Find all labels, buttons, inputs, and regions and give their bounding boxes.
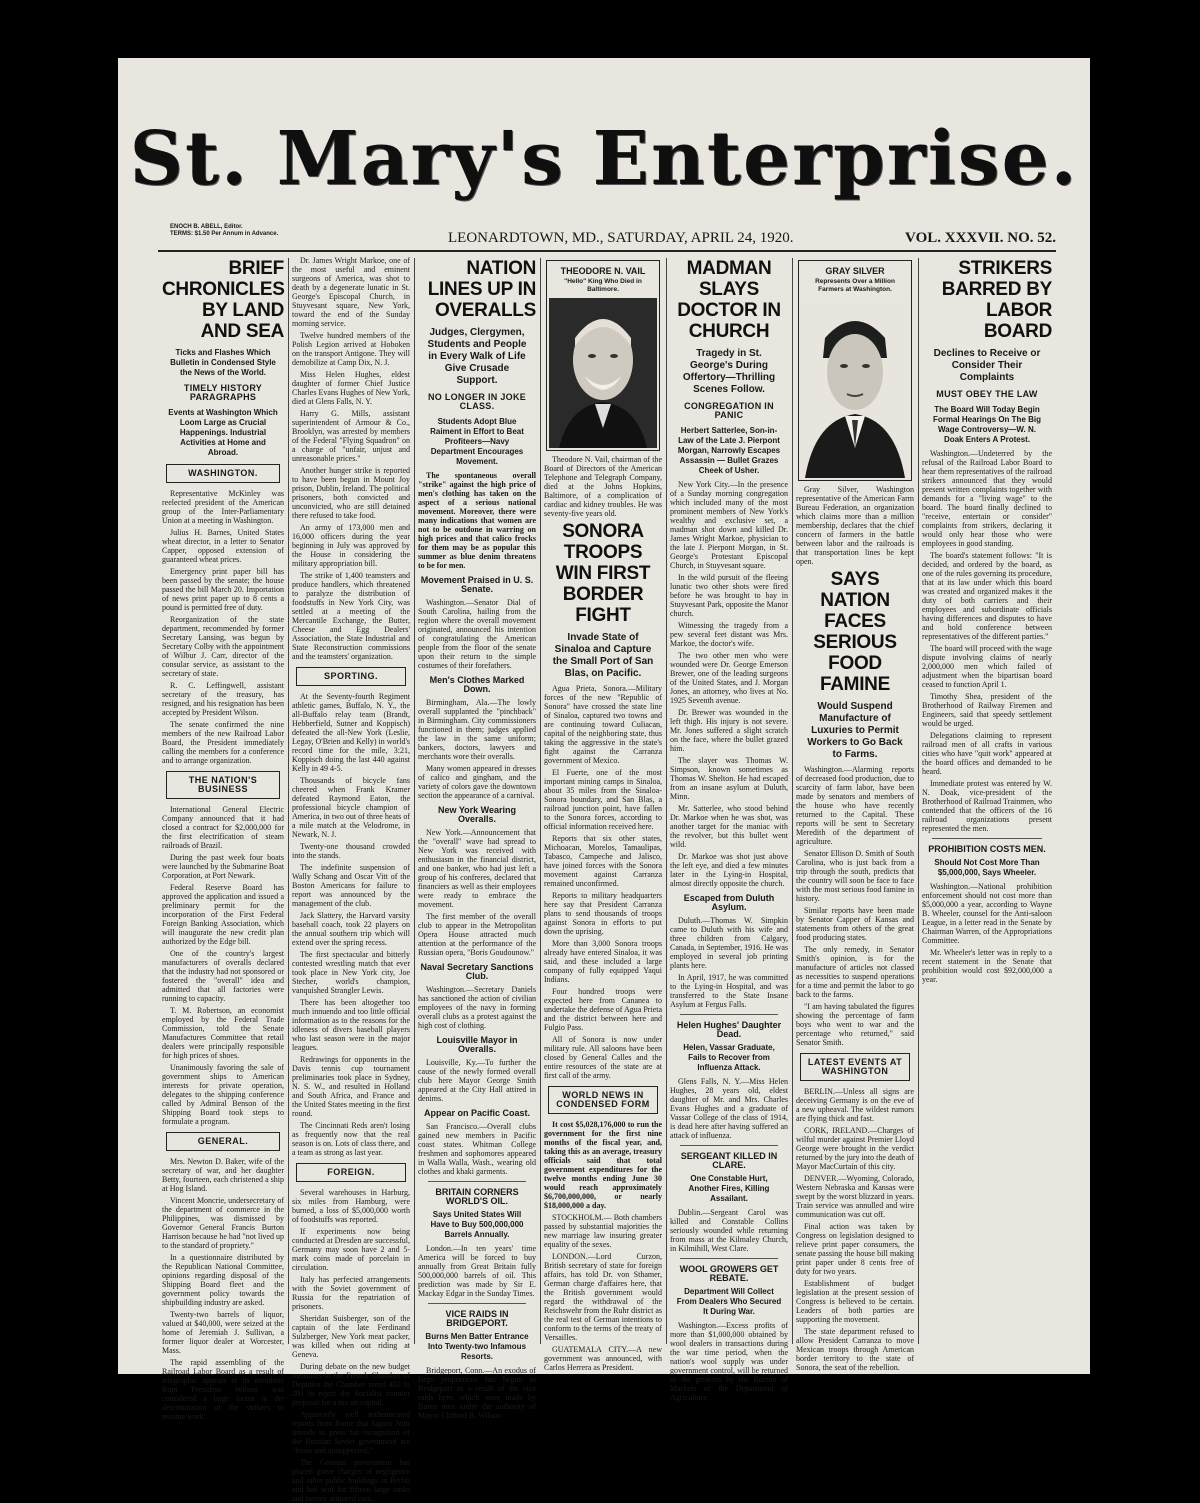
subheadline: Judges, Clergymen, Students and People in Every Walk of Life Give Crusade Support. bbox=[427, 327, 527, 386]
article-paragraph: Glens Falls, N. Y.—Miss Helen Hughes, 28 years old, eldest daughter of Mr. and Mrs. Charles Evans Hughes and a graduate of Vassar College of the class of 1914, is dead here after having suffered an attack of influenza. bbox=[670, 1077, 788, 1140]
article-paragraph: Italy has perfected arrangements with the Soviet government of Russia for the repatriation of prisoners. bbox=[292, 1275, 410, 1311]
article-paragraph: Representative McKinley was reelected president of the American group of the Inter-Parliamentary Union at a meeting in Washington. bbox=[162, 489, 284, 525]
article-paragraph: Duluth.—Thomas W. Simpkin came to Duluth with his wife and three children from Calgary, Canada, in September, 1916. He was employed in several job printing plants here. bbox=[670, 916, 788, 970]
article-paragraph: The slayer was Thomas W. Simpson, known sometimes as Thomas W. Shelton. He had escaped from an insane asylum at Duluth, Minn. bbox=[670, 756, 788, 801]
article-paragraph: Vincent Moncrie, undersecretary of the department of commerce in the Philippines, was dismissed by Governor General Francis Burton Harrison because he had "not lived up to the standard of propriety." bbox=[162, 1196, 284, 1250]
article-paragraph: Thousands of bicycle fans cheered when Frank Kramer defeated Raymond Eaton, the professional bicycle champion of America, in two out of three heats of a mile match at the Velodrome, in Newark, N. J. bbox=[292, 776, 410, 839]
portrait-subcaption: "Hello" King Who Died in Baltimore. bbox=[564, 278, 642, 293]
headline-food-famine: SAYS NATION FACES SERIOUS FOOD FAMINE bbox=[813, 569, 897, 695]
section-world-news: WORLD NEWS IN CONDENSED FORM bbox=[548, 1086, 658, 1114]
photo-caption: Gray Silver, Washington representative of the American Farm Bureau Federation, an organization which claims more than a million membership, declares that the chief concern of farmers in the battle between labor and the railroads is that transportation lines be kept open. bbox=[796, 485, 914, 566]
column-divider bbox=[792, 258, 793, 1344]
article-paragraph: One of the country's largest manufacturers of overalls declared that the industry had not sponsored or fostered the "overall" idea and admitted that all factories were running to capacity. bbox=[162, 949, 284, 1003]
article-paragraph: Emergency print paper bill has been passed by the senate; the house passed the bill March 20. Importation of news print paper up to 8 cents a pound is permitted free of duty. bbox=[162, 567, 284, 612]
section-heading: Louisville Mayor in Overalls. bbox=[436, 1035, 518, 1054]
article-paragraph: Bridgeport, Conn.—An exodus of large proportions has begun in Bridgeport as a result of the vice raids here, which were made by Burns men under the authority of Mayor Clifford B. Wilson. bbox=[418, 1366, 536, 1420]
headline-strikers-barred: STRIKERS BARRED BY LABOR BOARD bbox=[941, 258, 1052, 342]
column-divider bbox=[918, 258, 919, 1344]
article-paragraph: Julius H. Barnes, United States wheat director, in a letter to Senator Capper, opposed extension of guaranteed wheat prices. bbox=[162, 528, 284, 564]
article-paragraph: In April, 1917, he was committed to the Lying-in Hospital, and was transferred to the State Insane Asylum at Fergus Falls. bbox=[670, 973, 788, 1009]
article-paragraph: Unanimously favoring the sale of government ships to American interests for private operation, delegates to the shipping conference called by Admiral Benson of the Shipping Board took steps to formulate a program. bbox=[162, 1063, 284, 1126]
section-heading: VICE RAIDS IN BRIDGEPORT. bbox=[445, 1309, 509, 1328]
portrait-box-silver bbox=[798, 260, 912, 481]
article-paragraph: Washington.—Secretary Daniels has sanctioned the action of civilian employees of the navy in forming overall clubs as a protest against the high cost of clothing. bbox=[418, 985, 536, 1030]
masthead-rule bbox=[158, 250, 1056, 252]
column-6 bbox=[796, 256, 914, 1372]
article-paragraph: The rapid assembling of the Railroad Labor Board as a result of telegraphic appeals to its members from President Wilson was considered a large factor in the determination of the strikers to resume work. bbox=[162, 1358, 284, 1421]
subheadline: Should Not Cost More Than $5,000,000, Says Wheeler. bbox=[934, 858, 1040, 877]
article-paragraph: All of Sonora is now under military rule. All saloons have been closed by General Calles and the entire resources of the state are at first call of the army. bbox=[544, 1035, 662, 1080]
section-heading: New York Wearing Overalls. bbox=[437, 805, 517, 824]
newspaper-page bbox=[118, 58, 1090, 1503]
editor-name: ENOCH B. ABELL, Editor. bbox=[170, 224, 243, 230]
article-paragraph: LONDON.—Lord Curzon, British secretary of state for foreign affairs, has told Dr. von Sthamer, German charge d'affaires here, that the British government would regard the withdrawal of the Reichswehr from the Ruhr district as the real test of German intentions to conform to the terms of the treaty of Versailles. bbox=[544, 1252, 662, 1342]
article-paragraph: Louisville, Ky.—To further the cause of the newly formed overall club here Mayor George Smith appeared at the City Hall attired in denims. bbox=[418, 1058, 536, 1103]
column-divider bbox=[666, 258, 667, 1344]
article-paragraph: Mr. Satterlee, who stood behind Dr. Markoe when he was shot, was another target for the maniac with the revolver, but this bullet went wild. bbox=[670, 804, 788, 849]
portrait-box-vail bbox=[546, 260, 660, 451]
article-paragraph: Four hundred troops were expected here from Cananea to undertake the defense of Agua Prieta and the district between here and Fulgio Pass. bbox=[544, 987, 662, 1032]
article-paragraph: The two other men who were wounded were Dr. George Emerson Brewer, one of the leading surgeons of the United States, and J. Morgan Jones, an attorney, who lives at No. 1925 Seventh avenue. bbox=[670, 651, 788, 705]
subheadline-caps: TIMELY HISTORY PARAGRAPHS bbox=[183, 383, 263, 402]
article-paragraph: Dr. Markoe was shot just above the left eye, and died a few minutes later in the Lying-in Hospital, almost directly opposite the church. bbox=[670, 852, 788, 888]
article-paragraph: In the wild pursuit of the fleeing lunatic two other shots were fired before he was brought to bay in Stuyvesant Park, opposite the Manor church. bbox=[670, 573, 788, 618]
article-paragraph: Jack Slattery, the Harvard varsity baseball coach, took 22 players on the annual southern trip which will extend over the spring recess. bbox=[292, 911, 410, 947]
article-paragraph: Agua Prieta, Sonora.—Military forces of the new "Republic of Sonora" have crossed the state line of Sinaloa, captured two towns and are continuing toward Culiacan, capital of the neighboring state, thus taking the aggressive in the state's fight against the Carranza government of Mexico. bbox=[544, 684, 662, 765]
article-paragraph: El Fuerte, one of the most important mining camps in Sinaloa, about 35 miles from the Sinaloa-Sonora boundary, and San Blas, a railroad junction point, have fallen to the Sonora forces, according to official information received here. bbox=[544, 768, 662, 831]
article-paragraph: Washington.—Excess profits of more than $1,000,000 obtained by wool dealers in transactions during the war time period, when the nation's wool supply was under government control, will be returned to the growers by the Bureau of Markets of the Department of Agriculture. bbox=[670, 1321, 788, 1402]
article-paragraph: New York.—Announcement that the "overall" wave had spread to New York was received with enthusiasm in the financial district, and one banker, who had just left a group of his confreres, declared that financiers as well as their employees were ready to embrace the movement. bbox=[418, 828, 536, 909]
section-heading: Movement Praised in U. S. Senate. bbox=[420, 575, 534, 594]
article-paragraph: Twenty-two barrels of liquor, valued at $40,000, were seized at the home of Jeremiah J. Sullivan, a former liquor dealer at Worcester, Mass. bbox=[162, 1310, 284, 1355]
article-paragraph: The state department refused to allow President Carranza to move Mexican troops through American border territory to the state of Sonora, the seat of the rebellion. bbox=[796, 1327, 914, 1372]
subheadline-caps: NO LONGER IN JOKE CLASS. bbox=[427, 392, 527, 411]
subheadline: Herbert Satterlee, Son-in-Law of the Late J. Pierpont Morgan, Narrowly Escapes Assassin — Bullet Grazes Cheek of Usher. bbox=[677, 426, 781, 475]
column-1 bbox=[162, 256, 285, 1421]
subheadline: Says United States Will Have to Buy 500,000,000 Barrels Annually. bbox=[430, 1210, 524, 1239]
column-divider bbox=[288, 258, 289, 1344]
article-paragraph: R. C. Leffingwell, assistant secretary of the treasury, has resigned, and his resignation has been accepted by President Wilson. bbox=[162, 681, 284, 717]
section-heading: Appear on Pacific Coast. bbox=[423, 1108, 531, 1118]
article-paragraph: New York City.—In the presence of a Sunday morning congregation which included many of the most prominent members of New York's wealthy and exclusive set, a madman shot down and killed Dr. James Wright Markoe, physician to the late J. Pierpont Morgan, in St. George's Protestant Episcopal Church, in Stuyvesant square. bbox=[670, 480, 788, 570]
article-lead: The spontaneous overall "strike" against the high price of men's clothing has taken on the aspect of a serious national movement. Moreover, there were many indications that women are not to be outdone in warring on high prices and that calico frocks for them may be as popular this summer as blue denim threatens to be for men. bbox=[418, 471, 536, 570]
column-5 bbox=[670, 256, 788, 1402]
section-general: GENERAL. bbox=[166, 1132, 280, 1151]
article-paragraph: The board's statement follows: "It is decided, and ordered by the board, as one of the rules governing its procedure, that at its law under which this board was created and organized makes it the duty of both carriers and their employees and subordinate officials having differences and disputes to have and hold conference between representatives of the different parties." bbox=[922, 551, 1052, 641]
article-paragraph: In a questionnaire distributed by the Republican National Committee, opinions regarding disposal of the Shipping Board fleet and the government policy towards the shipbuilding industry are asked. bbox=[162, 1253, 284, 1307]
subheadline: Invade State of Sinaloa and Capture the Small Port of San Blas, on Pacific. bbox=[552, 632, 654, 679]
article-paragraph: Timothy Shea, president of the Brotherhood of Railway Firemen and Engineers, said that speedy settlement would be urged. bbox=[922, 692, 1052, 728]
article-paragraph: The board will proceed with the wage dispute involving claims of nearly 2,000,000 men which failed of adjustment when the bipartisan board ceased to function April 1. bbox=[922, 644, 1052, 689]
section-heading: Escaped from Duluth Asylum. bbox=[683, 893, 775, 912]
subheadline: Helen, Vassar Graduate, Fails to Recover from Influenza Attack. bbox=[683, 1043, 775, 1072]
article-paragraph: Establishment of budget legislation at the present session of Congress is believed to be certain. Leaders of both parties are supporting the movement. bbox=[796, 1279, 914, 1324]
article-paragraph: Sheridan Suisberger, son of the captain of the late Ferdinand Sulzberger, New York meat packer, was killed when out riding at Geneva. bbox=[292, 1314, 410, 1359]
subheadline: The Board Will Today Begin Formal Hearings On The Big Wage Controversy—W. N. Doak Enters A Protest. bbox=[932, 405, 1041, 444]
article-paragraph: Mrs. Newton D. Baker, wife of the secretary of war, and her daughter Betty, fourteen, each christened a ship at Hog Island. bbox=[162, 1157, 284, 1193]
article-paragraph: Miss Helen Hughes, eldest daughter of former Chief Justice Charles Evans Hughes of New York, died at Glens Falls, N. Y. bbox=[292, 370, 410, 406]
section-heading: WOOL GROWERS GET REBATE. bbox=[679, 1264, 779, 1283]
article-paragraph: The senate confirmed the nine members of the new Railroad Labor Board, the President immediately calling the members for a conference and to arrange organization. bbox=[162, 720, 284, 765]
article-paragraph: Washington.—Undeterred by the refusal of the Railroad Labor Board to hear them representatives of the railroad strikers announced that they would present written complaints together with demands for a "living wage" to the board. The board finally declined to "receive, entertain or consider" complaints from strikers, declaring it would only hear those who were employees in good standing. bbox=[922, 449, 1052, 548]
article-paragraph: Washington.—Alarming reports of decreased food production, due to scarcity of farm labor, have been made by senators and members of the house who have recently returned to the Capital. These reports will be sent to Secretary Meredith of the department of agriculture. bbox=[796, 765, 914, 846]
subheadline: Ticks and Flashes Which Bulletin in Condensed Style the News of the World. bbox=[170, 348, 276, 377]
subheadline: Would Suspend Manufacture of Luxuries to Permit Workers to Go Back to Farms. bbox=[807, 701, 903, 760]
section-heading: Helen Hughes' Daughter Dead. bbox=[676, 1020, 782, 1039]
column-divider bbox=[540, 258, 541, 1344]
article-paragraph: An army of 173,000 men and 16,000 officers during the year beginning in July was approved by the House in considering the military appropriation bill. bbox=[292, 523, 410, 568]
newspaper-title: St. Mary's Enterprise. bbox=[129, 116, 1079, 202]
divider bbox=[680, 1014, 778, 1015]
article-paragraph: DENVER.—Wyoming, Colorado, Western Nebraska and Kansas were swept by the worst blizzard in years. Train service was annulled and wire communication was cut off. bbox=[796, 1174, 914, 1219]
article-paragraph: London.—In ten years' time America will be forced to buy annually from Great Britain fully 500,000,000 barrels of oil. This prediction was made by Sir E. Mackay Edgar in the Sunday Times. bbox=[418, 1244, 536, 1298]
article-paragraph: Birmingham, Ala.—The lowly overall supplanted the "pinchback" in Birmingham. City commissioners functioned in them; judges applied the law in the same uniform; bankers, doctors, lawyers and merchants wore their overalls. bbox=[418, 698, 536, 761]
article-paragraph: Immediate protest was entered by W. N. Doak, vice-president of the Brotherhood of Railroad Trainmen, who contended that the officers of the 16 railroad organizations present represented the men. bbox=[922, 779, 1052, 833]
article-paragraph: Redrawings for opponents in the Davis tennis cup tournament preliminaries took place in Sydney, N. S. W., and resulted in Holland and South Africa, and France and the United States meeting in the first round. bbox=[292, 1055, 410, 1118]
subheadline-caps: CONGREGATION IN PANIC bbox=[684, 401, 774, 420]
headline-madman-slays: MADMAN SLAYS DOCTOR IN CHURCH bbox=[677, 258, 781, 342]
divider bbox=[680, 1258, 778, 1259]
article-paragraph: Many women appeared in dresses of calico and gingham, and the variety of colors gave the downtown section the appearance of a carnival. bbox=[418, 764, 536, 800]
divider bbox=[932, 838, 1042, 839]
article-paragraph: The Cincinnati Reds aren't losing as frequently now that the real season is on. Lots of class there, and a team as strong as last year. bbox=[292, 1121, 410, 1157]
section-washington: WASHINGTON. bbox=[166, 464, 280, 483]
subheadline: Declines to Receive or Consider Their Complaints bbox=[933, 348, 1041, 383]
article-paragraph: Witnessing the tragedy from a pew several feet distant was Mrs. Markoe, the doctor's wife. bbox=[670, 621, 788, 648]
article-paragraph: There has been altogether too much innuendo and too little official information as to the reasons for the idleness of divers baseball players who last season were in the major leagues. bbox=[292, 998, 410, 1052]
article-paragraph: Federal Reserve Board has approved the application and issued a preliminary permit for the incorporation of the First Federal Foreign Banking Association, which will inaugurate the new credit plan authorized by the Edge bill. bbox=[162, 883, 284, 946]
article-paragraph: Similar reports have been made by Senator Capper of Kansas and statements from others of the great food producing states. bbox=[796, 906, 914, 942]
article-paragraph: If experiments now being conducted at Dresden are successful, Germany may soon have 2 and 5-mark coins made of porcelain in circulation. bbox=[292, 1227, 410, 1272]
article-paragraph: Apparently well authenticated reports from Rome that Signor Nitti intends to press for recognition of the Russian Soviet government are "loose and unsupported." bbox=[292, 1410, 410, 1455]
headline-brief-chronicles: BRIEF CHRONICLES BY LAND AND SEA bbox=[162, 258, 285, 342]
article-paragraph: Mr. Wheeler's letter was in reply to a recent statement in the Senate that prohibition would cost $92,000,000 a year. bbox=[922, 948, 1052, 984]
portrait-subcaption: Represents Over a Million Farmers at Washington. bbox=[815, 278, 895, 293]
section-heading: PROHIBITION COSTS MEN. bbox=[928, 844, 1046, 854]
section-nations-business: THE NATION'S BUSINESS bbox=[166, 771, 280, 799]
dateline bbox=[118, 230, 1090, 250]
column-2 bbox=[292, 256, 410, 1503]
article-paragraph: Twelve hundred members of the Polish Legion arrived at Hoboken on the transport Antigone. They will demobilize at Camp Dix, N. J. bbox=[292, 331, 410, 367]
subheadline: Tragedy in St. George's During Offertory—Thrilling Scenes Follow. bbox=[682, 348, 776, 395]
subheadline: Burns Men Batter Entrance Into Twenty-two Infamous Resorts. bbox=[425, 1332, 529, 1361]
article-paragraph: It cost $5,028,176,000 to run the government for the first nine months of the fiscal year, and, taking this as an average, treasury officials said that total government expenditures for the twelve months ending June 30 would reach approximately $6,700,000,000, or nearly $18,000,000 a day. bbox=[544, 1120, 662, 1210]
article-paragraph: "I am having tabulated the figures showing the percentage of farm boys who went to war and the percentage who returned," said Senator Smith. bbox=[796, 1002, 914, 1047]
portrait-label: GRAY SILVER bbox=[825, 266, 885, 276]
article-paragraph: At the Seventy-fourth Regiment athletic games, Buffalo, N. Y., the all-Buffalo relay team (Brandt, Hebberfield, Sutner and Koppisch) defeated the all-New York (Leslie, Legay, O'Brien and Kelly) in world's record time for the mile, 3:21, Koppisch doing the last 440 against Kelly in 49 4-5. bbox=[292, 692, 410, 773]
article-paragraph: Dr. Brewer was wounded in the left thigh. His injury is not severe. Mr. Jones suffered a slight scratch on the face, where the bullet grazed him. bbox=[670, 708, 788, 753]
portrait-photo-vail bbox=[549, 298, 657, 448]
divider bbox=[680, 1145, 778, 1146]
article-paragraph: Washington.—Senator Dial of South Carolina, hailing from the region where the overall movement originated, announced his intention of congratulating the American people from the floor of the senate upon their return to the simple costumes of their forefathers. bbox=[418, 598, 536, 670]
article-paragraph: Washington.—National prohibition enforcement should not cost more than $5,000,000 a year, according to Wayne B. Wheeler, counsel for the Anti-saloon League, in a letter read in the Senate by Chairman Warren, of the Appropriations Committee. bbox=[922, 882, 1052, 945]
article-paragraph: The first spectacular and bitterly contested wrestling match that ever took place in New York city, Joe Stecher, world's champion, vanquished Strangler Lewis. bbox=[292, 950, 410, 995]
article-paragraph: CORK, IRELAND.—Charges of wilful murder against Premier Lloyd George were brought in the verdict returned by the jury into the death of Mayor MacCurtain of this city. bbox=[796, 1126, 914, 1171]
volume-number: VOL. XXXVII. NO. 52. bbox=[905, 230, 1056, 246]
section-heading: SERGEANT KILLED IN CLARE. bbox=[680, 1151, 778, 1170]
divider bbox=[428, 1181, 526, 1182]
article-paragraph: San Francisco.—Overall clubs gained new members in Pacific coast states. Whitman College freshmen and sophomores appeared in Walla Walla, Wash., wearing old clothes and khaki garments. bbox=[418, 1122, 536, 1176]
article-paragraph: BERLIN.—Unless all signs are deceiving Germany is on the eve of a new upheaval. The wildest rumors are flying thick and fast. bbox=[796, 1087, 914, 1123]
article-paragraph: During the past week four boats were launched by the Submarine Boat Corporation, at Port Newark. bbox=[162, 853, 284, 880]
article-paragraph: Reports that six other states, Michoacan, Morelos, Tamaulipas, Tabasco, Campeche and Jalisco, have joined forces with the Sonora movement against Carranza remained unconfirmed. bbox=[544, 834, 662, 888]
article-paragraph: The first member of the overall club to appear in the Metropolitan Opera House attracted much attention at the performance of the Russian opera, "Boris Goudounow." bbox=[418, 912, 536, 957]
article-paragraph: T. M. Robertson, an economist employed by the Federal Trade Commission, told the Senate Manufactures Committee that retail dealers were principally responsible for high prices of shoes. bbox=[162, 1006, 284, 1060]
article-paragraph: Dr. James Wright Markoe, one of the most useful and eminent surgeons of America, was shot to death by a degenerate lunatic in St. George's Episcopal Church, in Stuyvesant square, New York, toward the end of the Sunday morning service. bbox=[292, 256, 410, 328]
article-paragraph: The strike of 1,400 teamsters and produce handlers, which threatened to paralyze the distribution of foodstuffs in New York City, was settled at a meeting of the Mercantile Exchange, the Butter, Cheese and Egg Dealers' Association, the State Industrial and State Reconstruction commissions and the teamsters' organization. bbox=[292, 571, 410, 661]
subheadline: Events at Washington Which Loom Large as Crucial Happenings. Industrial Activities at Home and Abroad. bbox=[168, 408, 278, 457]
article-paragraph: Reorganization of the state department, recommended by former Secretary Lansing, was begun by Secretary Colby with the appointment of Wilbur J. Carr, director of the consular service, as assistant to the secretary of state. bbox=[162, 615, 284, 678]
article-paragraph: Twenty-one thousand crowded into the stands. bbox=[292, 842, 410, 860]
subheadline: One Constable Hurt, Another Fires, Killing Assailant. bbox=[688, 1174, 770, 1203]
column-7 bbox=[922, 256, 1052, 1346]
article-paragraph: The indefinite suspension of Wally Schang and Oscar Vitt of the Boston Americans for failure to report was announced by the management of the club. bbox=[292, 863, 410, 908]
subheadline-caps: MUST OBEY THE LAW bbox=[936, 389, 1038, 399]
section-heading: BRITAIN CORNERS WORLD'S OIL. bbox=[435, 1187, 519, 1206]
article-paragraph: Reports to military headquarters here say that President Carranza plans to send thousands of troops against Sonora in efforts to put down the uprising. bbox=[544, 891, 662, 936]
article-paragraph: STOCKHOLM.— Both chambers passed by substantial majorities the new marriage law insuring greater equality of the sexes. bbox=[544, 1213, 662, 1249]
section-heading: Naval Secretary Sanctions Club. bbox=[420, 962, 534, 981]
article-paragraph: Senator Ellison D. Smith of South Carolina, who is just back from a trip through the south, predicts that the country will soon be face to face with the most serious food famine in history. bbox=[796, 849, 914, 903]
photo-caption: Theodore N. Vail, chairman of the Board of Directors of the American Telephone and Telegraph Company, died at the Johns Hopkins, Baltimore, of a complication of cardiac and kidney troubles. He was seventy-five years old. bbox=[544, 455, 662, 518]
place-and-date: LEONARDTOWN, MD., SATURDAY, APRIL 24, 1920. bbox=[448, 230, 794, 246]
article-paragraph: More than 3,000 Sonora troops already have entered Sinaloa, it was said, and these included a large company of fully equipped Yaqui Indians. bbox=[544, 939, 662, 984]
headline-sonora-troops: SONORA TROOPS WIN FIRST BORDER FIGHT bbox=[555, 521, 651, 626]
column-3 bbox=[418, 256, 536, 1420]
subheadline: Students Adopt Blue Raiment in Effort to Beat Profiteers—Navy Department Encourages Movement. bbox=[430, 417, 524, 466]
column-4 bbox=[544, 256, 662, 1372]
article-paragraph: International General Electric Company announced that it had closed a contract for $2,000,000 for the first electrification of steam railroads of Brazil. bbox=[162, 805, 284, 850]
article-paragraph: During debate on the new budget measures in the French Chamber of Deputies the Chamber voted 402 to 201 to reject the Socialist counter proposal for a tax on capital. bbox=[292, 1362, 410, 1407]
article-paragraph: Several warehouses in Harburg, six miles from Hamburg, were burned, a loss of $5,000,000 worth of foodstuffs was reported. bbox=[292, 1188, 410, 1224]
portrait-photo-silver bbox=[801, 298, 909, 478]
article-paragraph: The German government has placed grave charges of negligence and other public buildings in Berlin and has sent for fifteen large tanks and twenty armored cars. bbox=[292, 1458, 410, 1503]
article-paragraph: The only remedy, in Senator Smith's opinion, is for the manufacture of articles not classed as necessities to suspend operations for a time and permit the labor to go back to the farms. bbox=[796, 945, 914, 999]
section-foreign: FOREIGN. bbox=[296, 1163, 406, 1182]
section-latest-events: LATEST EVENTS AT WASHINGTON bbox=[800, 1053, 910, 1081]
section-heading: Men's Clothes Marked Down. bbox=[429, 675, 525, 694]
column-divider bbox=[414, 258, 415, 1344]
masthead bbox=[118, 58, 1090, 202]
article-paragraph: GUATEMALA CITY.—A new government was announced, with Carlos Herrera as President. bbox=[544, 1345, 662, 1372]
subscription-terms: TERMS: $1.50 Per Annum in Advance. bbox=[170, 231, 279, 237]
headline-nation-overalls: NATION LINES UP IN OVERALLS bbox=[427, 258, 536, 321]
subheadline: Department Will Collect From Dealers Who Secured It During War. bbox=[676, 1287, 782, 1316]
portrait-label: THEODORE N. VAIL bbox=[560, 266, 646, 276]
article-paragraph: Harry G. Mills, assistant superintendent of Armour & Co., Brooklyn, was arrested by members of the Federal "Flying Squadron" on a charge of "unfair, unjust and unreasonable prices." bbox=[292, 409, 410, 463]
article-paragraph: Another hunger strike is reported to have been begun in Mount Joy prison, Dublin, Ireland. The political prisoners, both convicted and unconvicted, who are still detained there refused to take food. bbox=[292, 466, 410, 520]
section-sporting: SPORTING. bbox=[296, 667, 406, 686]
article-paragraph: Delegations claiming to represent railroad men of all crafts in various cities who have "quit work" appeared at the board offices and demanded to be heard. bbox=[922, 731, 1052, 776]
article-paragraph: Dublin.—Sergeant Carol was killed and Constable Collins seriously wounded while returning from mass at the Kilmaley Church, in Kilmihill, West Clare. bbox=[670, 1208, 788, 1253]
article-paragraph: Final action was taken by Congress on legislation designed to relieve print paper consumers, the senate passing the house bill making print paper under 8 cents free of duty for two years. bbox=[796, 1222, 914, 1276]
divider bbox=[428, 1303, 526, 1304]
